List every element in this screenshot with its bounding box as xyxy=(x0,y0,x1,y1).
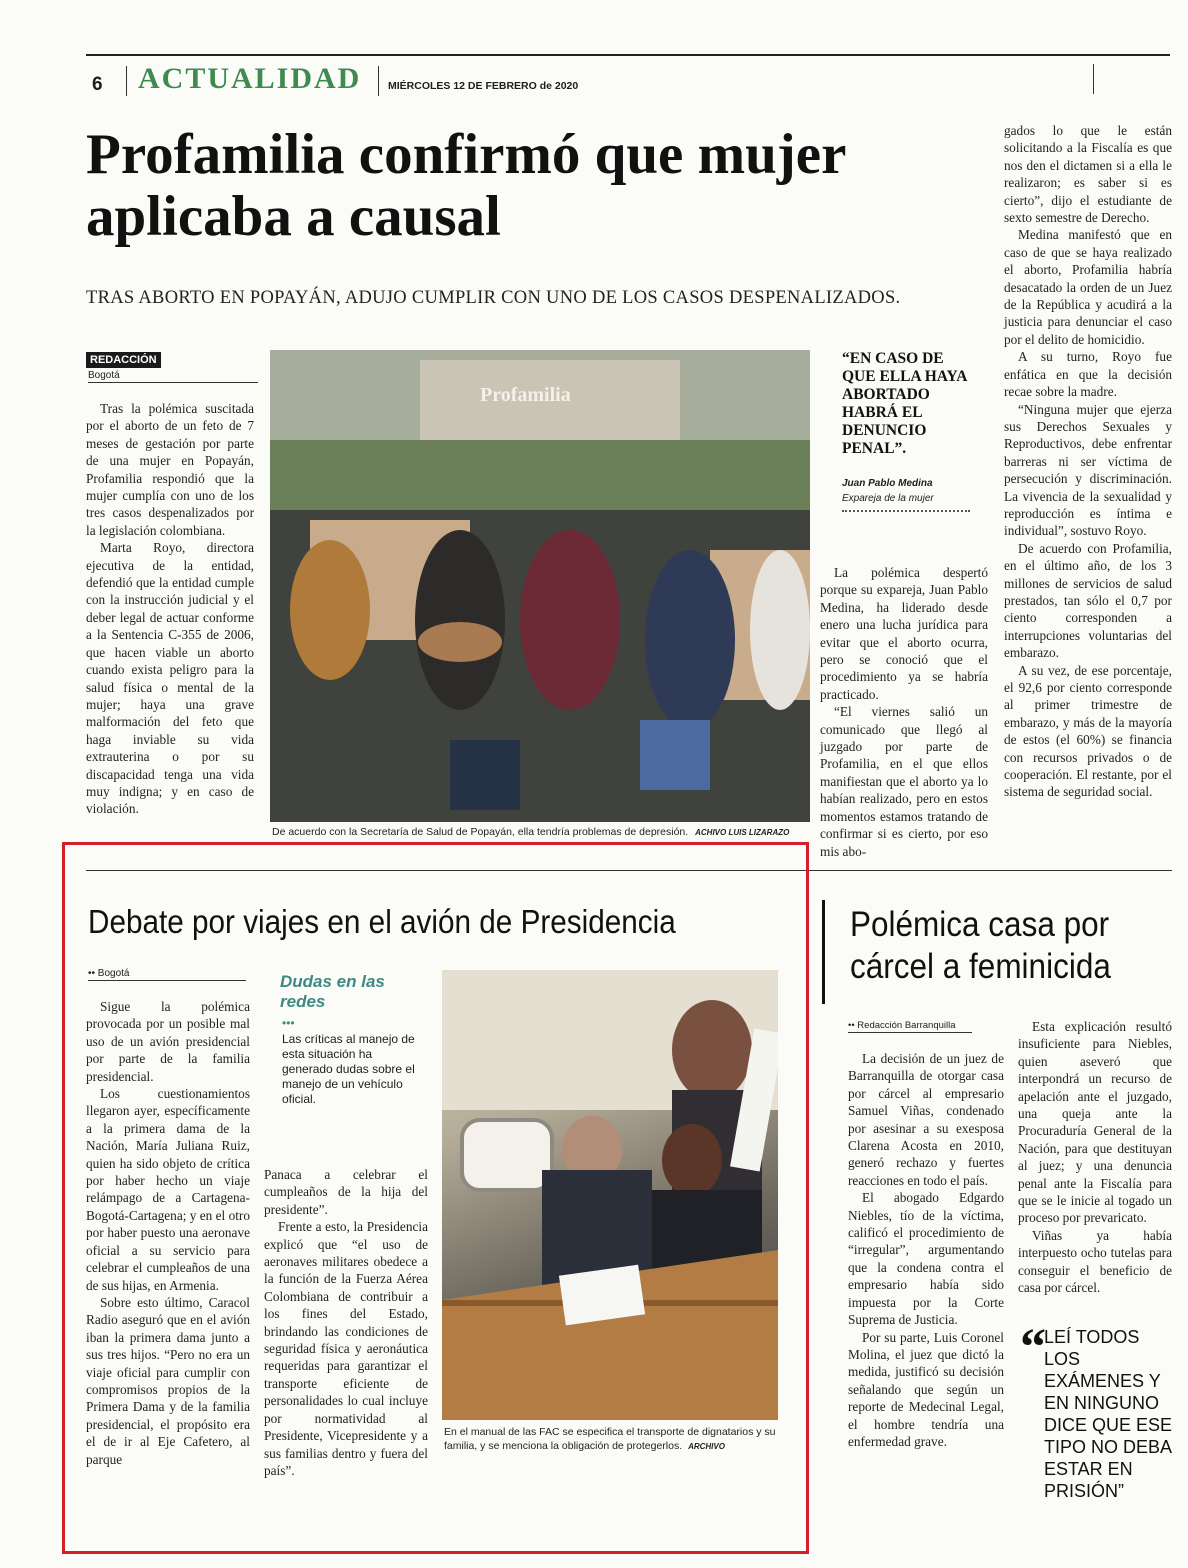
article3-headline: Polémica casa por cárcel a feminicida xyxy=(850,905,1111,986)
paragraph: Panaca a celebrar el cumpleaños de la hija del presidente”. xyxy=(264,1167,428,1217)
section-title: ACTUALIDAD xyxy=(138,62,362,95)
paragraph: “Ninguna mujer que ejerza sus Derechos Sexuales y Reproductivos, debe enfrentar barreras ni ser víctima de persecución y discriminación. La vivencia de la sexualidad y reproducción es íntima e individual”, sostuvo Royo. xyxy=(1004,401,1172,539)
paragraph: Sigue la polémica provocada por un posible mal uso de un avión presidencial por parte de la familia presidencial. xyxy=(86,999,250,1084)
article3-col1 xyxy=(848,1050,1004,1450)
protest-photo-illustration xyxy=(270,350,810,822)
page-number: 6 xyxy=(92,74,103,95)
paragraph: Por su parte, Luis Coronel Molina, el juez que dictó la medida, justificó su decisión señalando que según un reporte de Medecinal Legal, el hombre tendría una enfermedad grave. xyxy=(848,1329,1004,1449)
quote-author: Juan Pablo Medina xyxy=(842,478,933,489)
photo-credit: ACHIVO LUIS LIZARAZO xyxy=(695,828,790,837)
article3-quote: LEÍ TODOS LOS EXÁMENES Y EN NINGUNO DICE QUE ESE TIPO NO DEBA ESTAR EN PRISIÓN” xyxy=(1044,1327,1173,1501)
article1-byline: REDACCIÓN xyxy=(86,352,161,368)
header-divider xyxy=(378,66,379,96)
article3-byline xyxy=(848,1020,972,1033)
article2-photo-caption xyxy=(444,1426,780,1453)
header-divider xyxy=(126,66,127,96)
paragraph: A su turno, Royo fue enfática en que la decisión recae sobre la madre. xyxy=(1004,349,1172,400)
paragraph: “El viernes salió un comunicado que llegó al juzgado por parte de Profamilia, en el que ellos manifiestan que el aborto ya lo habían realizado, pero en estos momentos estamos tratando de confirmar si es cierto, por eso mis abo- xyxy=(820,704,988,859)
article3-col2 xyxy=(1018,1018,1172,1297)
article1-col3 xyxy=(820,564,988,860)
paragraph: Sobre esto último, Caracol Radio aseguró que en el avión iban la primera dama junto a sus tres hijos. “Pero no era un viaje oficial para cumplir con compromisos propios de la Primera Dama y de la familia presidencial, el propósito era el de ir al Eje Cafetero, al parque xyxy=(86,1294,250,1467)
dots-icon: •• xyxy=(88,968,98,979)
sidebar-text: Las críticas al manejo de esta situación ha generado dudas sobre el manejo de un vehículo oficial. xyxy=(282,1032,415,1106)
quote-mark-icon: “ xyxy=(1020,1319,1046,1376)
article1-photo-caption xyxy=(272,826,812,838)
header-divider xyxy=(1093,64,1094,94)
paragraph: Los cuestionamientos llegaron ayer, específicamente a la primera dama de la Nación, María Juliana Ruiz, quien ha sido objeto de crítica por haber hecho un viaje relámpago de a Cartagena-Bogotá-Cartagena; y en el otro por haber puesto una aeronave oficial a su servicio para celebrar el cumpleaños de una de sus hijas, en Armenia. xyxy=(86,1086,250,1293)
article1-photo xyxy=(270,350,810,822)
article1-headline: Profamilia confirmó que mujer aplicaba a causal xyxy=(86,123,846,248)
sidebar-title: Dudas en las redes xyxy=(280,972,385,1011)
paragraph: Esta explicación resultó insuficiente para Niebles, quien aseveró que interpondrá un recurso de apelación ante el juzgado, una queja ante la Procuraduría General de la Nación, para que destituyan al juez; y una denuncia penal ante la Fiscalía para que se le inicie al togado un proceso por prevaricato. xyxy=(1018,1019,1172,1226)
paragraph: Medina manifestó que en caso de que se haya realizado el aborto, Profamilia habría desacatado la orden de un Juez de la República y acudirá a la justicia para denunciar el caso por el delito de homicidio. xyxy=(1004,227,1172,347)
article2-col1 xyxy=(86,998,250,1468)
article1-subhead: TRAS ABORTO EN POPAYÁN, ADUJO CUMPLIR CON UNO DE LOS CASOS DESPENALIZADOS. xyxy=(86,288,901,308)
caption-text: De acuerdo con la Secretaría de Salud de Popayán, ella tendría problemas de depresión. xyxy=(272,826,689,838)
caption-text: En el manual de las FAC se especifica el transporte de dignatarios y su familia, y se menciona la obligación de protegerlos. xyxy=(444,1426,776,1452)
article2-col2 xyxy=(264,1166,428,1479)
dotted-rule xyxy=(842,510,970,512)
article1-quote: “EN CASO DE QUE ELLA HAYA ABORTADO HABRÁ EL DENUNCIO PENAL”. xyxy=(842,350,967,457)
byline-text: Redacción Barranquilla xyxy=(857,1020,956,1031)
airplane-cabin-illustration xyxy=(442,970,778,1420)
column-divider xyxy=(822,900,825,1004)
paragraph: Tras la polémica suscitada por el aborto de un feto de 7 meses de gestación por parte de una mujer en Popayán, Profamilia respondió que la mujer cumplía con uno de los tres casos despenalizados por la legislación colombiana. xyxy=(86,401,254,538)
quote-role: Expareja de la mujer xyxy=(842,493,934,504)
paragraph: gados lo que le están solicitando a la Fiscalía es que nos den el dictamen si a ella le realizaron; es saber si es cierto”, dijo el estudiante de sexto semestre de Derecho. xyxy=(1004,123,1172,226)
paragraph: El abogado Edgardo Niebles, tío de la víctima, calificó el procedimiento de “irregular”, argumentando que la condena contra el empresario había sido impuesta por la Corte Suprema de Justicia. xyxy=(848,1190,1004,1328)
paragraph: Frente a esto, la Presidencia explicó que “el uso de aeronaves militares obedece a la función de la Fuerza Aérea Colombiana de contribuir a los fines del Estado, brindando las condiciones de seguridad física y aeronáutica requeridas para garantizar el transporte eficiente de personalidades lo cual incluye por normatividad al Presidente, Vicepresidente y a sus familias dentro y fuera del país”. xyxy=(264,1219,428,1478)
paragraph: La polémica despertó porque su expareja, Juan Pablo Medina, ha liderado desde enero una lucha jurídica para evitar que el aborto ocurra, pero se conoció que el procedimiento ya se habría practicado. xyxy=(820,565,988,702)
paragraph: Viñas ya había interpuesto ocho tutelas para conseguir el beneficio de casa por cárcel. xyxy=(1018,1227,1172,1296)
paragraph: De acuerdo con Profamilia, en el último año, de los 3 millones de servicios de salud prestados, tan sólo el 0,7 por ciento corresponden a interrupciones voluntarias del embarazo. xyxy=(1004,540,1172,661)
article1-location: Bogotá xyxy=(88,370,258,383)
article2-location xyxy=(88,968,246,981)
paragraph: A su vez, de ese porcentaje, el 92,6 por ciento corresponde al primer trimestre de embarazo, y más de la mayoría de estos (el 60%) se financia con recursos privados o de cooperación. El restante, por el sistema de seguridad social. xyxy=(1004,662,1172,800)
paragraph: Marta Royo, directora ejecutiva de la entidad, defendió que la entidad cumple con la instrucción judicial y el deber legal de actuar conforme a la Sentencia C-355 de 2006, que hacen viable un aborto cuando exista peligro para la salud física o mental de la mujer; haya una grave malformación del feto que haga inviable su vida extrauterina o por su discapacidad tenga una vida muy indigna; y en caso de violación. xyxy=(86,540,254,817)
dots-icon: •• xyxy=(848,1020,858,1031)
location-text: Bogotá xyxy=(97,968,130,979)
photo-credit: ARCHIVO xyxy=(688,1441,725,1451)
top-rule xyxy=(86,54,1170,56)
article2-headline: Debate por viajes en el avión de Presidencia xyxy=(88,903,676,940)
article2-photo xyxy=(442,970,778,1420)
paragraph: La decisión de un juez de Barranquilla de otorgar casa por cárcel al empresario Samuel Viñas, condenado por asesinar a su exesposa Clarena Acosta en 2010, generó rechazo y fuertes reacciones en todo el país. xyxy=(848,1051,1004,1188)
photo-sign-text: Profamilia xyxy=(480,384,571,406)
sidebar-dots: ••• xyxy=(282,1016,295,1030)
issue-date: MIÉRCOLES 12 DE FEBRERO de 2020 xyxy=(388,80,579,92)
article1-col1 xyxy=(86,400,254,818)
article1-col4 xyxy=(1004,122,1172,801)
